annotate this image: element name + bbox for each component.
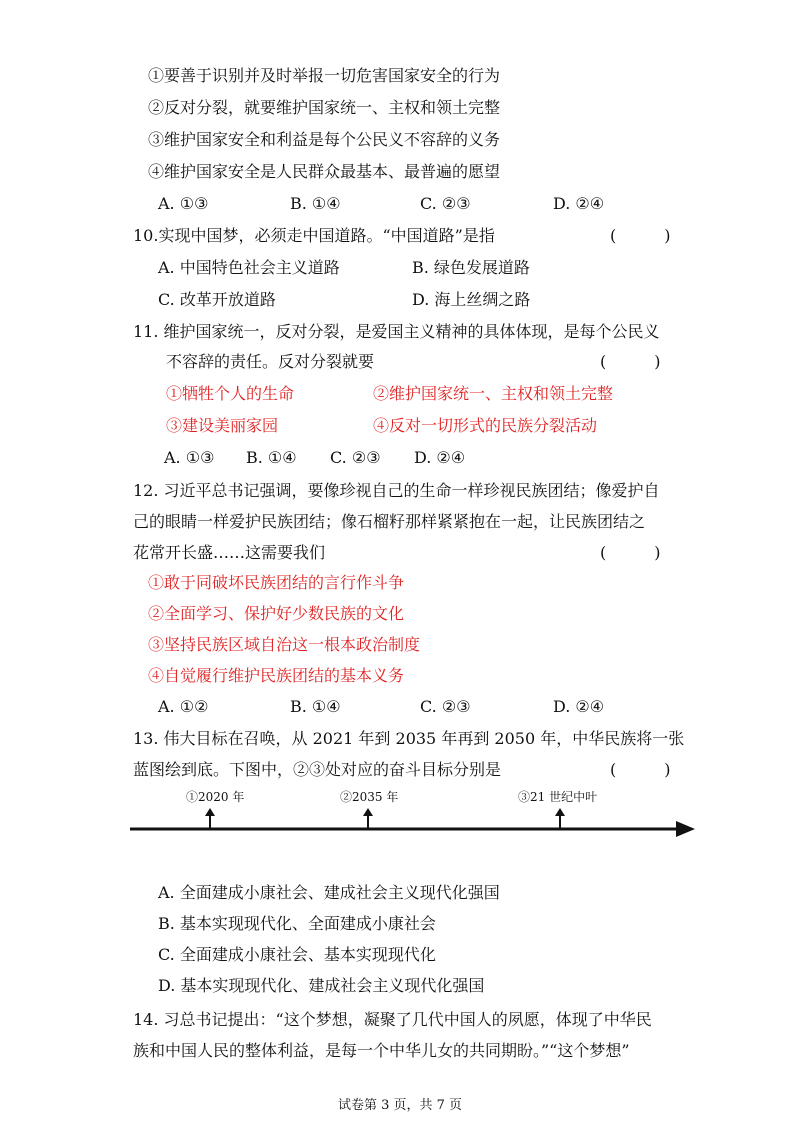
- q12-answer-paren[interactable]: ( ): [600, 543, 661, 562]
- q9-option-b[interactable]: B. ①④: [290, 194, 341, 213]
- q9-option-a[interactable]: A. ①③: [158, 194, 209, 213]
- q13-option-d[interactable]: D. 基本实现现代化、建成社会主义现代化强国: [158, 976, 485, 995]
- q11-option-b[interactable]: B. ①④: [246, 448, 297, 467]
- q13-option-b[interactable]: B. 基本实现现代化、全面建成小康社会: [158, 914, 436, 933]
- timeline-label-2020: ①2020 年: [186, 790, 245, 804]
- timeline-axis-arrowhead: [676, 821, 695, 837]
- q11-option-d[interactable]: D. ②④: [414, 448, 466, 467]
- q10-stem: 10.实现中国梦，必须走中国道路。“中国道路”是指: [133, 226, 495, 245]
- q12-stem-line-2: 己的眼睛一样爱护民族团结；像石榴籽那样紧紧抱在一起，让民族团结之: [133, 512, 646, 531]
- q12-item-3: ③坚持民族区域自治这一根本政治制度: [148, 635, 421, 654]
- q12-option-b[interactable]: B. ①④: [290, 697, 341, 716]
- timeline-label-2035: ②2035 年: [340, 790, 399, 804]
- q10-answer-paren[interactable]: ( ): [610, 226, 671, 245]
- page-footer: 试卷第 3 页，共 7 页: [337, 1098, 463, 1113]
- q10-option-a[interactable]: A. 中国特色社会主义道路: [158, 258, 340, 277]
- q12-stem-line-1: 12. 习近平总书记强调，要像珍视自己的生命一样珍视民族团结；像爱护自: [133, 481, 660, 500]
- q9-option-c[interactable]: C. ②③: [420, 194, 471, 213]
- q12-option-d[interactable]: D. ②④: [553, 697, 605, 716]
- timeline-label-mid-century: ③21 世纪中叶: [518, 790, 598, 804]
- timeline-diagram: [130, 805, 695, 845]
- q12-option-c[interactable]: C. ②③: [420, 697, 471, 716]
- q11-item-4: ④反对一切形式的民族分裂活动: [373, 416, 598, 435]
- q12-item-4: ④自觉履行维护民族团结的基本义务: [148, 666, 405, 685]
- q11-item-2: ②维护国家统一、主权和领土完整: [373, 384, 614, 403]
- q11-item-1: ①牺牲个人的生命: [166, 384, 295, 403]
- q14-stem-line-1: 14. 习总书记提出：“这个梦想，凝聚了几代中国人的夙愿，体现了中华民: [133, 1010, 652, 1029]
- q11-item-3: ③建设美丽家园: [166, 416, 279, 435]
- q11-stem-line-1: 11. 维护国家统一，反对分裂，是爱国主义精神的具体体现，是每个公民义: [133, 322, 660, 341]
- q9-item-2: ②反对分裂，就要维护国家统一、主权和领土完整: [148, 98, 501, 117]
- timeline-marker-2035: [363, 808, 373, 828]
- q12-item-1: ①敢于同破坏民族团结的言行作斗争: [148, 573, 405, 592]
- q9-item-3: ③维护国家安全和利益是每个公民义不容辞的义务: [148, 130, 501, 149]
- q11-option-a[interactable]: A. ①③: [164, 448, 215, 467]
- q14-stem-line-2: 族和中国人民的整体利益，是每一个中华儿女的共同期盼。”“这个梦想”: [133, 1041, 630, 1060]
- q9-option-d[interactable]: D. ②④: [553, 194, 605, 213]
- q12-option-a[interactable]: A. ①②: [158, 697, 209, 716]
- q10-option-b[interactable]: B. 绿色发展道路: [412, 258, 530, 277]
- q12-stem-line-3: 花常开长盛……这需要我们: [133, 543, 326, 562]
- q11-option-c[interactable]: C. ②③: [330, 448, 381, 467]
- q9-item-4: ④维护国家安全是人民群众最基本、最普遍的愿望: [148, 162, 501, 181]
- q13-option-c[interactable]: C. 全面建成小康社会、基本实现现代化: [158, 945, 436, 964]
- q13-stem-line-2: 蓝图绘到底。下图中，②③处对应的奋斗目标分别是: [133, 760, 502, 779]
- q11-stem-line-2: 不容辞的责任。反对分裂就要: [166, 352, 375, 371]
- q13-stem-line-1: 13. 伟大目标在召唤，从 2021 年到 2035 年再到 2050 年，中华民族将一张: [133, 729, 685, 748]
- q10-option-d[interactable]: D. 海上丝绸之路: [412, 290, 531, 309]
- timeline-marker-2020: [205, 808, 215, 828]
- q13-option-a[interactable]: A. 全面建成小康社会、建成社会主义现代化强国: [158, 883, 500, 902]
- q13-answer-paren[interactable]: ( ): [610, 760, 671, 779]
- q10-option-c[interactable]: C. 改革开放道路: [158, 290, 276, 309]
- q9-item-1: ①要善于识别并及时举报一切危害国家安全的行为: [148, 66, 501, 85]
- q11-answer-paren[interactable]: ( ): [600, 352, 661, 371]
- q12-item-2: ②全面学习、保护好少数民族的文化: [148, 604, 405, 623]
- timeline-marker-mid-century: [555, 808, 565, 828]
